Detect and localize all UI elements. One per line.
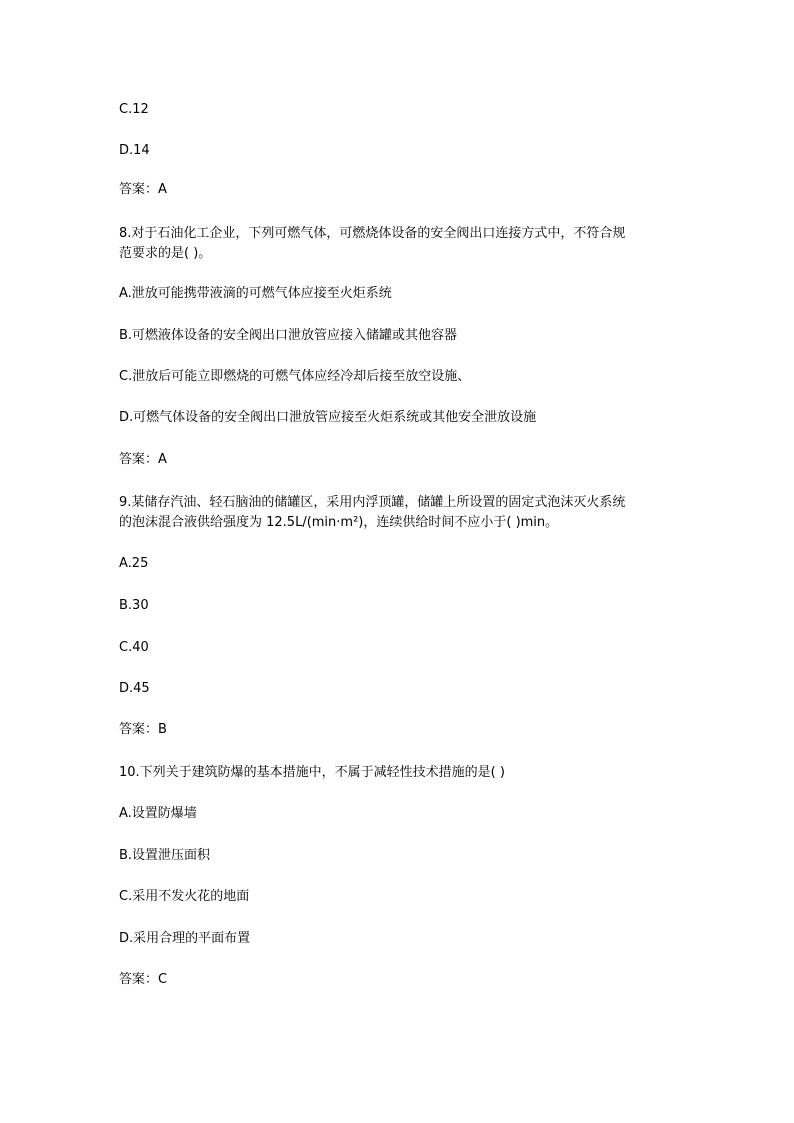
q9-answer: 答案：B	[119, 722, 167, 737]
q9-stem-line2: 的泡沫混合液供给强度为 12.5L/(min·m²)，连续供给时间不应小于( )min。	[119, 515, 559, 530]
q9-stem-line1: 9.某储存汽油、轻石脑油的储罐区，采用内浮顶罐，储罐上所设置的固定式泡沫灭火系统	[119, 495, 626, 510]
q10-option-c: C.采用不发火花的地面	[119, 889, 250, 904]
q7-answer: 答案：A	[119, 182, 167, 197]
q8-stem-line2: 范要求的是( )。	[119, 246, 212, 261]
q8-stem-line1: 8.对于石油化工企业，下列可燃气体，可燃烧体设备的安全阀出口连接方式中，不符合规	[119, 226, 626, 241]
q8-option-c: C.泄放后可能立即燃烧的可燃气体应经冷却后接至放空设施、	[119, 369, 471, 384]
q10-answer: 答案：C	[119, 972, 168, 987]
q9-option-a: A.25	[119, 556, 149, 571]
q10-option-d: D.采用合理的平面布置	[119, 931, 251, 946]
q8-option-a: A.泄放可能携带液滴的可燃气体应接至火炬系统	[119, 286, 392, 301]
q9-option-c: C.40	[119, 640, 149, 655]
q7-option-c: C.12	[119, 102, 149, 117]
q10-option-b: B.设置泄压面积	[119, 848, 211, 863]
q8-answer: 答案：A	[119, 452, 167, 467]
q9-option-d: D.45	[119, 681, 150, 696]
q8-option-b: B.可燃液体设备的安全阀出口泄放管应接入储罐或其他容器	[119, 328, 458, 343]
q9-option-b: B.30	[119, 598, 149, 613]
q10-stem-line1: 10.下列关于建筑防爆的基本措施中，不属于减轻性技术措施的是( )	[119, 765, 505, 780]
q10-option-a: A.设置防爆墙	[119, 806, 197, 821]
q8-option-d: D.可燃气体设备的安全阀出口泄放管应接至火炬系统或其他安全泄放设施	[119, 410, 537, 425]
q7-option-d: D.14	[119, 143, 150, 158]
